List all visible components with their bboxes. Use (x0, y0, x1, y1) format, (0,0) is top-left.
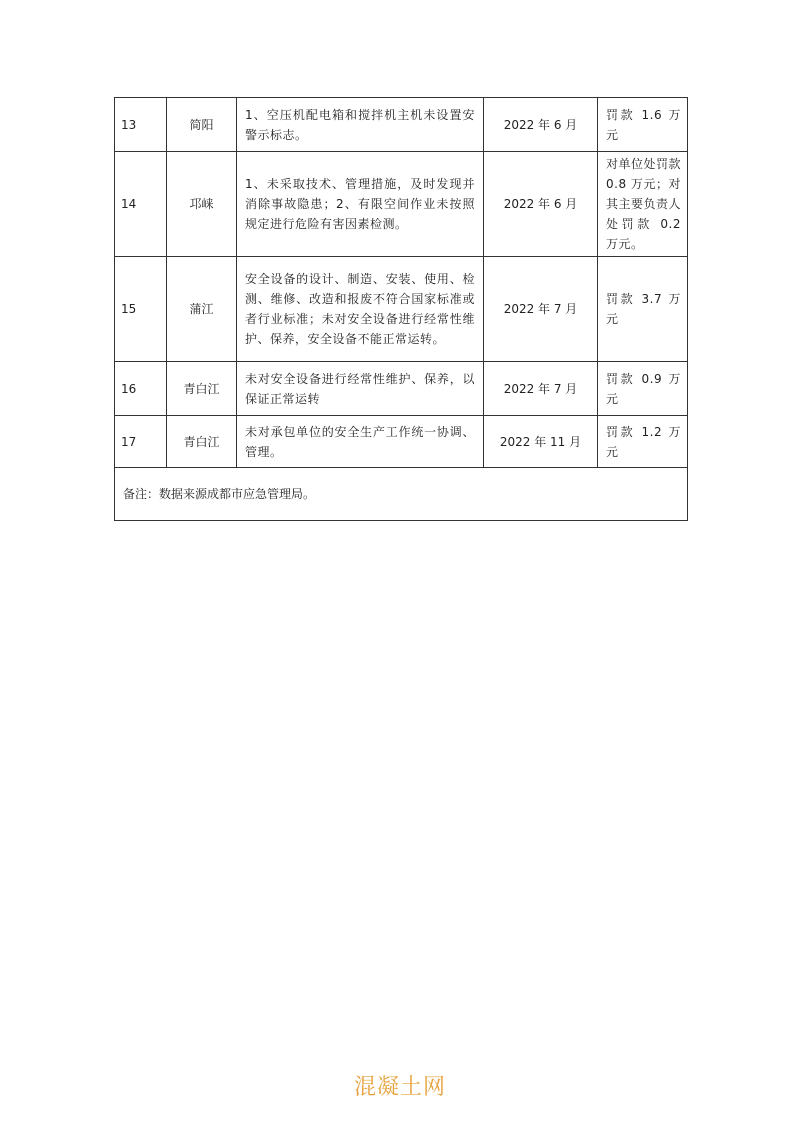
table-row (115, 98, 688, 152)
row-number: 15 (115, 257, 167, 362)
table-row (115, 362, 688, 416)
row-number: 17 (115, 416, 167, 468)
penalty-table (114, 97, 688, 521)
row-region: 青白江 (167, 416, 237, 468)
watermark-logo-text: 混凝土网 (353, 1075, 446, 1100)
row-date: 2022 年 11 月 (484, 416, 598, 468)
table-row (115, 257, 688, 362)
row-region: 蒲江 (167, 257, 237, 362)
row-issue: 1、空压机配电箱和搅拌机主机未设置安警示标志。 (237, 98, 484, 152)
row-issue: 未对承包单位的安全生产工作统一协调、管理。 (237, 416, 484, 468)
row-date: 2022 年 6 月 (484, 98, 598, 152)
row-date: 2022 年 7 月 (484, 257, 598, 362)
row-penalty: 罚款 3.7 万元 (598, 257, 688, 362)
row-penalty: 罚款 1.2 万元 (598, 416, 688, 468)
row-penalty: 罚款 1.6 万元 (598, 98, 688, 152)
table-note-row (115, 468, 688, 521)
row-issue: 安全设备的设计、制造、安装、使用、检测、维修、改造和报废不符合国家标准或者行业标准；未对安全设备进行经常性维护、保养，安全设备不能正常运转。 (237, 257, 484, 362)
row-number: 13 (115, 98, 167, 152)
row-region: 简阳 (167, 98, 237, 152)
row-issue: 1、未采取技术、管理措施，及时发现并消除事故隐患；2、有限空间作业未按照规定进行危险有害因素检测。 (237, 152, 484, 257)
row-number: 14 (115, 152, 167, 257)
table-note: 备注：数据来源成都市应急管理局。 (115, 468, 688, 521)
row-date: 2022 年 7 月 (484, 362, 598, 416)
table-row (115, 416, 688, 468)
row-region: 邛崃 (167, 152, 237, 257)
row-date: 2022 年 6 月 (484, 152, 598, 257)
row-number: 16 (115, 362, 167, 416)
row-penalty: 对单位处罚款 0.8 万元；对其主要负责人处罚款 0.2 万元。 (598, 152, 688, 257)
row-issue: 未对安全设备进行经常性维护、保养，以保证正常运转 (237, 362, 484, 416)
row-region: 青白江 (167, 362, 237, 416)
table-row (115, 152, 688, 257)
row-penalty: 罚款 0.9 万元 (598, 362, 688, 416)
